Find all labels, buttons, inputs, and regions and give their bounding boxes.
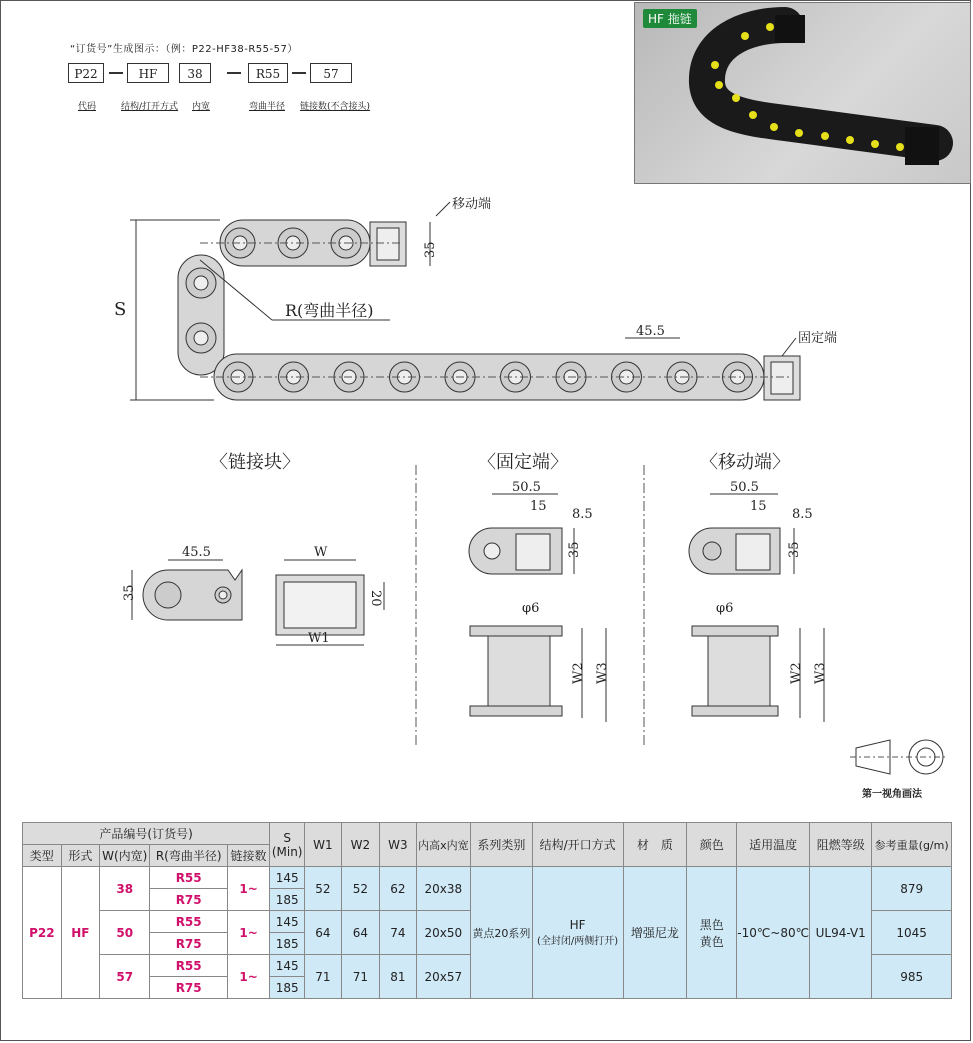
cell-width: 50	[100, 911, 150, 955]
header-radius: R(弯曲半径)	[150, 845, 227, 867]
cell-links: 1~	[227, 867, 269, 911]
cell-flame: UL94-V1	[810, 867, 872, 999]
header-material: 材 质	[623, 823, 687, 867]
cell-w3: 74	[380, 911, 417, 955]
fixed-phi6: φ6	[522, 601, 540, 616]
link-block-drawing	[110, 540, 400, 655]
moving-phi6: φ6	[716, 601, 734, 616]
header-w3: W3	[380, 823, 417, 867]
code-box-type: P22	[68, 63, 104, 83]
code-box-width: 38	[179, 63, 211, 83]
cell-s: 185	[270, 933, 305, 955]
cell-radius: R75	[150, 933, 227, 955]
cell-temp: -10℃~80℃	[737, 867, 810, 999]
order-title: “订货号”生成图示：（例：P22-HF38-R55-57）	[70, 44, 298, 55]
first-angle-symbol	[850, 738, 950, 784]
fixed-15: 15	[530, 499, 547, 514]
header-s: S (Min)	[270, 823, 305, 867]
header-group: 产品编号(订货号)	[23, 823, 270, 845]
first-angle-label: 第一视角画法	[862, 789, 922, 800]
moving-w2: W2	[789, 662, 804, 684]
link-w: W	[314, 545, 328, 560]
chain-drawing	[100, 190, 860, 420]
fixed-w3: W3	[595, 662, 610, 684]
cell-width: 57	[100, 955, 150, 999]
header-series: 系列类别	[471, 823, 533, 867]
link-pitch: 45.5	[182, 545, 211, 560]
cell-inner: 20x57	[416, 955, 471, 999]
cell-width: 38	[100, 867, 150, 911]
cell-radius: R75	[150, 977, 227, 999]
fixed-85: 8.5	[572, 507, 593, 522]
link-w1: W1	[308, 631, 330, 646]
code-dash	[227, 72, 241, 74]
fixed-w2: W2	[571, 662, 586, 684]
moving-35: 35	[787, 541, 802, 558]
header-type: 类型	[23, 845, 62, 867]
header-color: 颜色	[687, 823, 737, 867]
cell-links: 1~	[227, 955, 269, 999]
end-height-35: 35	[423, 241, 438, 258]
cell-structure: HF (全封闭/两侧打开)	[532, 867, 623, 999]
cell-series: 黄点20系列	[471, 867, 533, 999]
header-w2: W2	[341, 823, 379, 867]
pitch-label: 45.5	[636, 324, 665, 339]
header-links: 链接数	[227, 845, 269, 867]
cell-w2: 64	[341, 911, 379, 955]
code-box-links: 57	[310, 63, 352, 83]
moving-end-title: 〈移动端〉	[700, 452, 790, 473]
s-label: S	[114, 299, 127, 320]
radius-label: R(弯曲半径)	[285, 301, 374, 320]
header-weight: 参考重量(g/m)	[872, 823, 952, 867]
cell-inner: 20x38	[416, 867, 471, 911]
code-label-links: 链接数(不含接头)	[300, 102, 371, 112]
photo-tag: HF 拖链	[643, 9, 697, 28]
cell-s: 145	[270, 867, 305, 889]
cell-w1: 64	[305, 911, 342, 955]
fixed-35: 35	[567, 541, 582, 558]
cell-radius: R55	[150, 911, 227, 933]
cell-material: 增强尼龙	[623, 867, 687, 999]
link-block-title: 〈链接块〉	[210, 452, 300, 473]
fixed-505: 50.5	[512, 480, 541, 495]
cell-radius: R75	[150, 889, 227, 911]
cell-type: P22	[23, 867, 62, 999]
moving-end-label: 移动端	[452, 197, 492, 212]
header-structure: 结构/开口方式	[532, 823, 623, 867]
code-box-radius: R55	[248, 63, 288, 83]
cell-links: 1~	[227, 911, 269, 955]
cell-radius: R55	[150, 867, 227, 889]
cell-w2: 52	[341, 867, 379, 911]
fixed-end-title: 〈固定端〉	[478, 452, 568, 473]
header-width: W(内宽)	[100, 845, 150, 867]
header-form: 形式	[61, 845, 99, 867]
code-label-form: 结构/打开方式	[121, 102, 179, 112]
link-20: 20	[368, 590, 383, 607]
code-label-type: 代码	[78, 102, 97, 112]
header-flame: 阻燃等级	[810, 823, 872, 867]
cell-weight: 985	[872, 955, 952, 999]
cable-chain-photo	[635, 3, 970, 183]
cell-s: 145	[270, 911, 305, 933]
code-box-form: HF	[127, 63, 169, 83]
cell-form: HF	[61, 867, 99, 999]
header-temp: 适用温度	[737, 823, 810, 867]
cell-w1: 71	[305, 955, 342, 999]
fixed-end-label: 固定端	[798, 331, 838, 346]
header-inner: 内高x内宽	[416, 823, 471, 867]
product-photo	[634, 2, 971, 184]
code-label-width: 内宽	[192, 102, 211, 112]
cell-w3: 81	[380, 955, 417, 999]
moving-85: 8.5	[792, 507, 813, 522]
cell-radius: R55	[150, 955, 227, 977]
cell-inner: 20x50	[416, 911, 471, 955]
header-w1: W1	[305, 823, 342, 867]
cell-w1: 52	[305, 867, 342, 911]
cell-color: 黑色 黄色	[687, 867, 737, 999]
code-dash	[109, 72, 123, 74]
moving-end-drawing	[688, 478, 848, 728]
fixed-end-drawing	[462, 478, 622, 728]
cell-weight: 879	[872, 867, 952, 911]
moving-15: 15	[750, 499, 767, 514]
cell-w3: 62	[380, 867, 417, 911]
cell-weight: 1045	[872, 911, 952, 955]
moving-w3: W3	[813, 662, 828, 684]
code-dash	[292, 72, 306, 74]
cell-s: 185	[270, 889, 305, 911]
cell-s: 185	[270, 977, 305, 999]
spec-table	[22, 822, 952, 999]
cell-s: 145	[270, 955, 305, 977]
link-height: 35	[122, 584, 137, 601]
cell-w2: 71	[341, 955, 379, 999]
moving-505: 50.5	[730, 480, 759, 495]
code-label-radius: 弯曲半径	[249, 102, 286, 112]
